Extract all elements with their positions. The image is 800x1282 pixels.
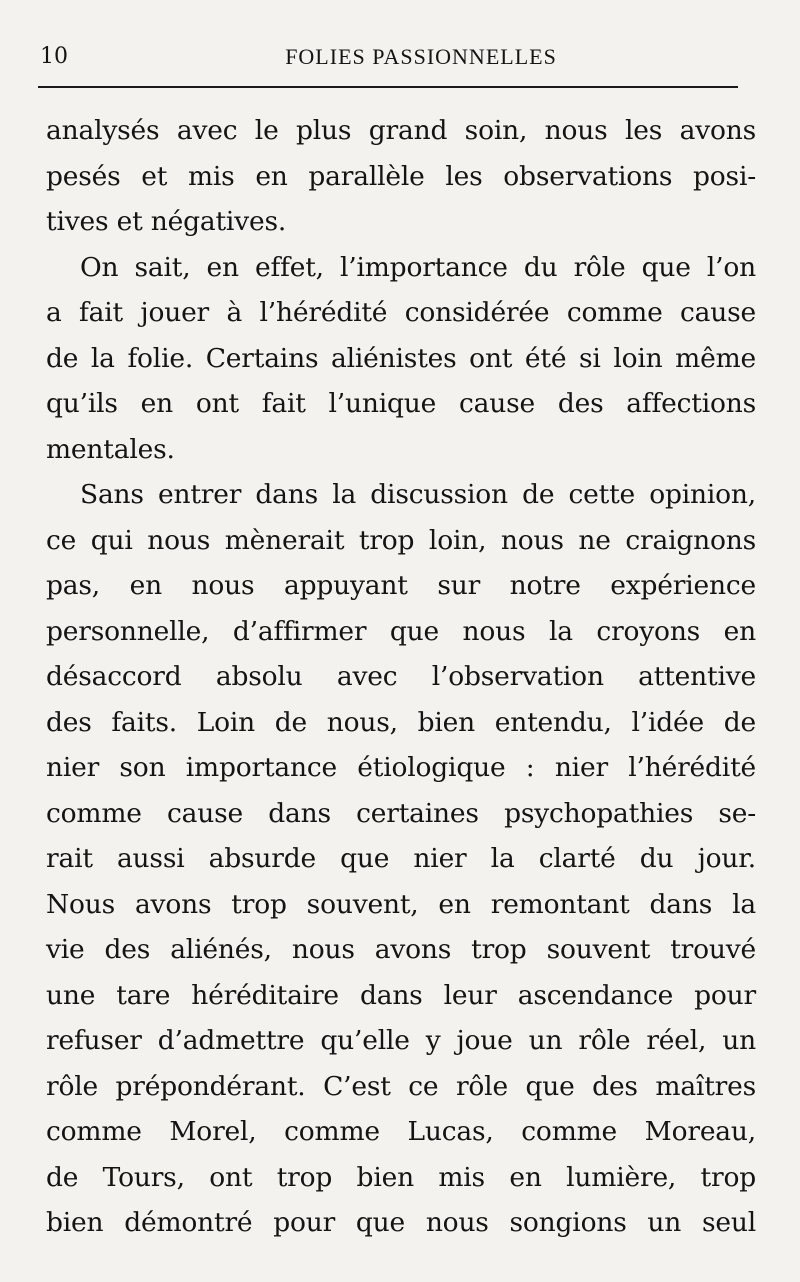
text-line: Sans entrer dans la discussion de cette opinion, (80, 479, 756, 510)
text-line: rait aussi absurde que nier la clarté du jour. (46, 843, 756, 874)
text-line: comme cause dans certaines psychopathies se- (46, 797, 756, 829)
text-line: refuser d’admettre qu’elle y joue un rôle réel, un (46, 1025, 756, 1056)
text-line: On sait, en effet, l’importance du rôle que l’on (80, 251, 756, 283)
text-line: nier son importance étiologique : nier l’hérédité (46, 752, 756, 783)
text-line: pas, en nous appuyant sur notre expérience (46, 570, 756, 601)
text-line: tives et négatives. (46, 206, 287, 237)
page-number: 10 (40, 44, 68, 69)
text-line: rôle prépondérant. C’est ce rôle que des maîtres (46, 1070, 756, 1102)
text-line: bien démontré pour que nous songions un seul (46, 1207, 756, 1238)
header-rule (38, 86, 738, 88)
text-line: ce qui nous mènerait trop loin, nous ne craignons (46, 524, 756, 556)
text-line: vie des aliénés, nous avons trop souvent trouvé (46, 934, 756, 965)
text-line: Nous avons trop souvent, en remontant dans la (46, 888, 756, 920)
text-line: analysés avec le plus grand soin, nous les avons (46, 115, 756, 146)
running-title: FOLIES PASSIONNELLES (285, 44, 557, 69)
page-header (38, 40, 752, 80)
text-line: mentales. (46, 433, 175, 465)
text-line: a fait jouer à l’hérédité considérée comme cause (46, 297, 756, 328)
text-line: désaccord absolu avec l’observation attentive (46, 661, 756, 692)
text-line: de Tours, ont trop bien mis en lumière, trop (46, 1161, 756, 1193)
text-line: comme Morel, comme Lucas, comme Moreau, (46, 1116, 756, 1147)
text-line: une tare héréditaire dans leur ascendance pour (46, 979, 756, 1011)
text-line: pesés et mis en parallèle les observations posi- (46, 160, 756, 192)
body-text (46, 108, 756, 1246)
text-line: des faits. Loin de nous, bien entendu, l’idée de (46, 706, 756, 738)
text-line: de la folie. Certains aliénistes ont été si loin même (46, 342, 756, 374)
text-line: qu’ils en ont fait l’unique cause des affections (46, 388, 756, 419)
text-line: personnelle, d’affirmer que nous la croyons en (46, 615, 756, 647)
